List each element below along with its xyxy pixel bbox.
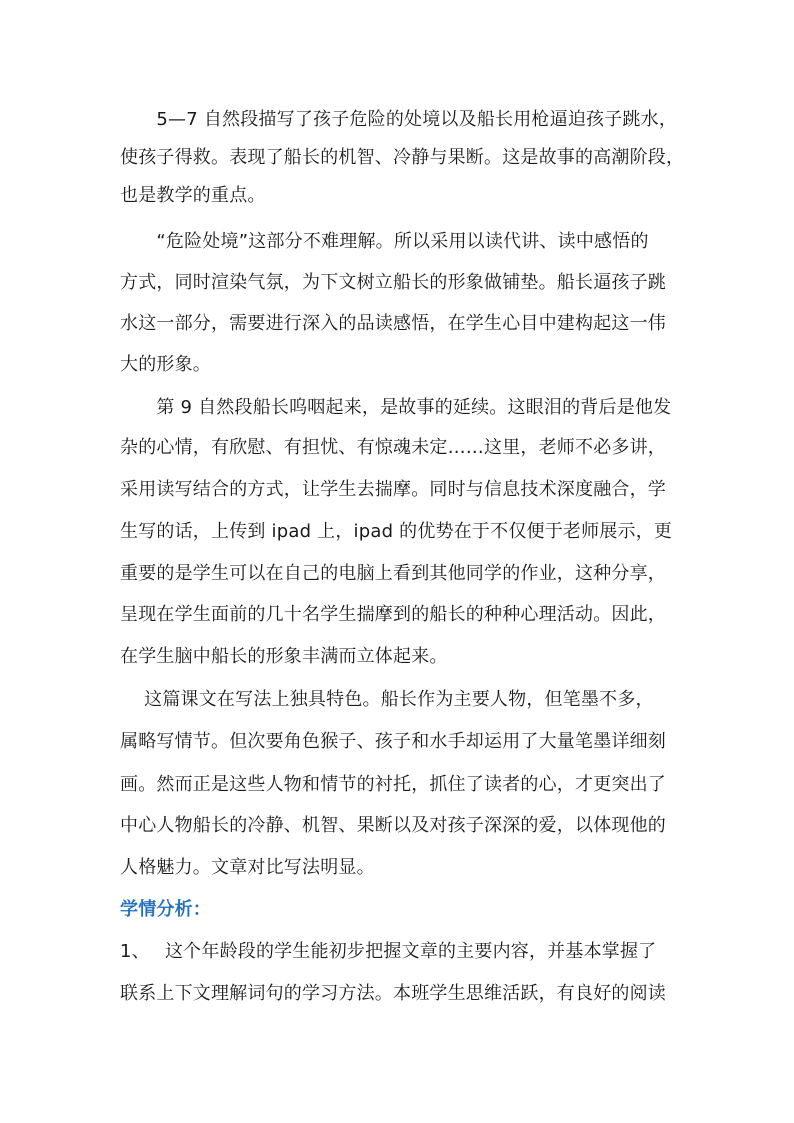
text-line: 联系上下文理解词句的学习方法。本班学生思维活跃，有良好的阅读 (120, 983, 666, 1004)
text-line: 呈现在学生面前的几十名学生揣摩到的船长的种种心理活动。因此， (120, 604, 666, 625)
text-line: 5—7 自然段描写了孩子危险的处境以及船长用枪逼迫孩子跳水， (120, 109, 678, 130)
text-line: 大的形象。 (120, 354, 211, 375)
text-line: 采用读写结合的方式，让学生去揣摩。同时与信息技术深度融合，学 (120, 479, 666, 500)
text-line: “危险处境”这部分不难理解。所以采用以读代讲、读中感悟的 (120, 231, 649, 252)
text-line: 在学生脑中船长的形象丰满而立体起来。 (120, 646, 448, 667)
text-line: 生写的话，上传到 ipad 上，ipad 的优势在于不仅便于老师展示，更 (120, 521, 673, 542)
text-line: 这篇课文在写法上独具特色。船长作为主要人物，但笔墨不多， (120, 689, 654, 710)
text-line: 中心人物船长的冷静、机智、果断以及对孩子深深的爱，以体现他的 (120, 815, 666, 836)
text-line: 也是教学的重点。 (120, 185, 266, 206)
text-line: 1、 这个年龄段的学生能初步把握文章的主要内容，并基本掌握了 (120, 941, 657, 962)
text-line: 方式，同时渲染气氛，为下文树立船长的形象做铺垫。船长逼孩子跳 (120, 272, 666, 293)
text-line: 水这一部分，需要进行深入的品读感悟，在学生心目中建构起这一伟 (120, 313, 666, 334)
text-line: 画。然而正是这些人物和情节的衬托，抓住了读者的心，才更突出了 (120, 774, 666, 795)
section-heading: 学情分析： (120, 899, 211, 920)
text-line: 使孩子得救。表现了船长的机智、冷静与果断。这是故事的高潮阶段， (120, 147, 685, 168)
text-line: 杂的心情，有欣慰、有担忧、有惊魂未定……这里，老师不必多讲， (120, 437, 666, 458)
text-line: 重要的是学生可以在自己的电脑上看到其他同学的作业，这种分享， (120, 563, 666, 584)
text-line: 第 9 自然段船长呜咽起来，是故事的延续。这眼泪的背后是他发 (120, 397, 672, 418)
text-line: 人格魅力。文章对比写法明显。 (120, 857, 375, 878)
text-line: 属略写情节。但次要角色猴子、孩子和水手却运用了大量笔墨详细刻 (120, 731, 666, 752)
